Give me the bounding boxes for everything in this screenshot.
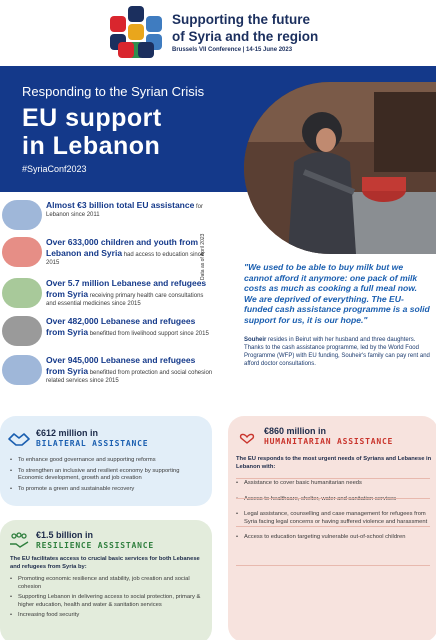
fact-rest: benefitted from livelihood support since 2015 [88,331,209,337]
handshake-icon [8,430,30,448]
conference-logo [108,6,166,58]
bilateral-amount: €612 million in [36,428,99,438]
resilience-assistance-panel [0,520,212,640]
logo-block [118,42,134,58]
fact-bold: Over 945,000 Lebanese and refugees from Syria [46,355,196,376]
bilateral-list [10,457,206,496]
fact-bold: Almost €3 billion total EU assistance [46,200,195,210]
list-item: • To strengthen an inclusive and resilient economy by supporting Economic development, growth and job creation [10,468,206,483]
fact-rest: benefitted from protection and social cohesion related services since 2015 [46,370,213,384]
fact-bold: Over 482,000 Lebanese and refugees from Syria [46,316,196,337]
list-item: • Promoting economic resilience and stability, job creation and social cohesion [10,576,206,591]
testimonial-text: resides in Beirut with her husband and three daughters. Thanks to the cash assistance programme, led by the World Food Programme (WFP) with EU funding, Souheir's family can pay rent and afford doctor consultations. [244,337,430,367]
bilateral-category: BILATERAL ASSISTANCE [36,439,149,448]
page-header [0,0,436,66]
divider [236,498,430,499]
banner-kicker: Responding to the Syrian Crisis [22,84,205,99]
resilience-amount: €1.5 billion in [36,530,94,540]
conference-date: Brussels VII Conference | 14-15 June 2023 [172,47,293,53]
book-icon [2,237,42,267]
data-date-note: Data as of April 2023 [200,233,206,280]
conference-title-line2: of Syria and the region [172,29,319,44]
headline-line2: in Lebanon [22,132,161,160]
logo-block [128,6,144,22]
list-item: • Increasing food security [10,612,206,620]
list-item: • To promote a green and sustainable recovery [10,486,206,494]
bilateral-assistance-panel [0,416,212,506]
testimonial-name: Souheir [244,337,267,343]
humanitarian-category: HUMANITARIAN ASSISTANCE [264,437,394,446]
testimonial-quote: "We used to be able to buy milk but we cannot afford it anymore: one pack of milk costs as much as cooking a full meal now. We are deprived of everything. The EU-funded cash assistance programme is a solid support for us, it is our hope." [244,262,430,325]
logo-block [110,16,126,32]
resilience-list [10,576,206,623]
list-item: • Legal assistance, counselling and case management for refugees from Syria facing legal concerns or having suffered violence and harassment [236,511,432,526]
fact-bold: Over 5.7 million Lebanese and refugees from Syria [46,278,207,299]
tools-icon [2,316,42,346]
logo-block [138,42,154,58]
testimonial-description [244,336,432,368]
people-hand-icon [8,532,30,550]
resilience-intro: The EU facilitates access to crucial basic services for both Lebanese and refugees from Syria by: [10,556,200,570]
list-item: • Assistance to cover basic humanitarian needs [236,480,432,488]
logo-block [146,16,162,32]
fact-bold: Over 633,000 children and youth from Lebanon and Syria [46,237,199,258]
logo-block [128,24,144,40]
hashtag: #SyriaConf2023 [22,164,87,174]
money-stack-icon [2,200,42,230]
humanitarian-list [236,480,432,545]
humanitarian-assistance-panel [228,416,436,640]
fact-rest: for Lebanon since 2011 [46,204,203,218]
headline-line1: EU support [22,104,162,132]
refugee-cooking-photo [244,82,436,254]
fact-rest: receiving primary health care consultations and essential medicines since 2015 [46,293,204,307]
divider [236,565,430,566]
stethoscope-icon [2,278,42,308]
humanitarian-amount: €860 million in [264,426,327,436]
hands-heart-icon [2,355,42,385]
humanitarian-intro: The EU responds to the most urgent needs of Syrians and Lebanese in Lebanon with: [236,456,432,470]
resilience-category: RESILIENCE ASSISTANCE [36,541,154,550]
list-item: • Supporting Lebanon in delivering access to social protection, primary & higher education, health and water & sanitation services [10,594,206,609]
divider [236,526,430,527]
heart-hand-icon [236,428,258,446]
divider [236,478,430,479]
banner-headline [22,104,162,160]
list-item: • Access to education targeting vulnerable out-of-school children [236,534,432,542]
fact-rest: had access to education since 2015 [46,252,205,266]
conference-title-line1: Supporting the future [172,12,310,27]
list-item: • To enhance good governance and supporting reforms [10,457,206,465]
list-item [236,496,432,504]
